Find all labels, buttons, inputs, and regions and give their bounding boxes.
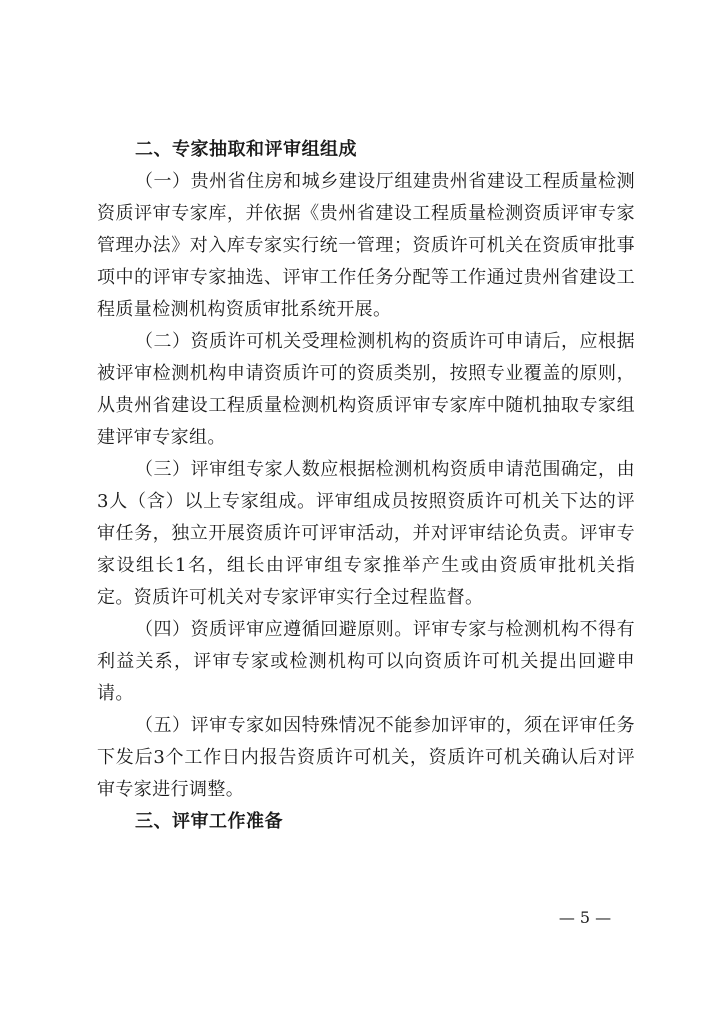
section-heading-3: 三、评审工作准备 — [135, 811, 283, 832]
paragraph-3: （三）评审组专家人数应根据检测机构资质申请范围确定，由3人（含）以上专家组成。评审组成员按照资质许可机关下达的评审任务，独立开展资质许可评审活动，并对评审结论负责。评审专家设组长1名，组长由评审组专家推举产生或由资质审批机关指定。资质许可机关对专家评审实行全过程监督。 — [97, 459, 635, 608]
section-heading-2: 二、专家抽取和评审组组成 — [135, 139, 357, 160]
paragraph-2: （二）资质许可机关受理检测机构的资质许可申请后，应根据被评审检测机构申请资质许可的资质类别，按照专业覆盖的原则，从贵州省建设工程质量检测机构资质评审专家库中随机抽取专家组建评审专家组。 — [97, 331, 635, 448]
paragraph-4: （四）资质评审应遵循回避原则。评审专家与检测机构不得有利益关系，评审专家或检测机构可以向资质许可机关提出回避申请。 — [97, 619, 635, 704]
document-body — [97, 134, 635, 838]
page-number: — 5 — — [558, 908, 612, 927]
paragraph-1: （一）贵州省住房和城乡建设厅组建贵州省建设工程质量检测资质评审专家库，并依据《贵州省建设工程质量检测资质评审专家管理办法》对入库专家实行统一管理；资质许可机关在资质审批事项中的评审专家抽选、评审工作任务分配等工作通过贵州省建设工程质量检测机构资质审批系统开展。 — [97, 171, 635, 320]
paragraph-5: （五）评审专家如因特殊情况不能参加评审的，须在评审任务下发后3个工作日内报告资质许可机关，资质许可机关确认后对评审专家进行调整。 — [97, 715, 635, 800]
